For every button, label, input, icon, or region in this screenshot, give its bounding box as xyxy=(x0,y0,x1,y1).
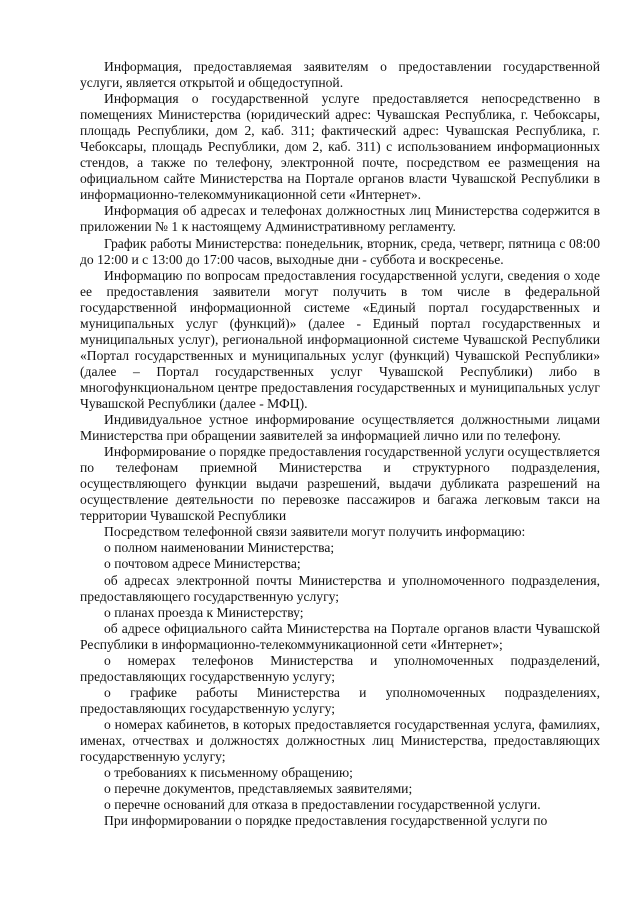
paragraph-phone-topics-intro: Посредством телефонной связи заявители могут получить информацию: xyxy=(104,524,526,540)
list-item-documents-list: о перечне документов, представляемых заявителями; xyxy=(104,781,413,797)
document-page xyxy=(80,59,600,829)
paragraph-phone-informing: Информирование о порядке предоставления государственной услуги осуществляется по телефонам приемной Министерства и структурного подразделения, осуществляющего функции выдачи разрешений, выдачи дубликата разрешений на осуществление деятельности по перевозке пассажиров и багажа легковым такси на территории Чувашской Республики xyxy=(80,444,600,524)
paragraph-portal-info: Информацию по вопросам предоставления государственной услуги, сведения о ходе ее предоставления заявители могут получить в том числе в федеральной государственной информационной системе «Единый портал государственных и муниципальных услуг (функций)» (далее - Единый портал государственных и муниципальных услуг), региональной информационной системе Чувашской Республики «Портал государственных и муниципальных услуг (функций) Чувашской Республики» (далее – Портал государственных услуг Чувашской Республики) либо в многофункциональном центре предоставления государственных и муниципальных услуг Чувашской Республики (далее - МФЦ). xyxy=(80,267,600,411)
paragraph-continued: При информировании о порядке предоставления государственной услуги по xyxy=(104,813,548,829)
paragraph-oral-informing: Индивидуальное устное информирование осуществляется должностными лицами Министерства при обращении заявителей за информацией лично или по телефону. xyxy=(80,412,600,444)
paragraph-contacts-appendix: Информация об адресах и телефонах должностных лиц Министерства содержится в приложении № 1 к настоящему Административному регламенту. xyxy=(80,203,600,235)
list-item-office-rooms: о номерах кабинетов, в которых предоставляется государственная услуга, фамилиях, именах, отчествах и должностях должностных лиц Министерства, предоставляющих государственную услугу; xyxy=(80,716,600,765)
list-item-phone-numbers: о номерах телефонов Министерства и уполномоченных подразделений, предоставляющих государственную услугу; xyxy=(80,652,600,684)
list-item-email-addresses: об адресах электронной почты Министерства и уполномоченного подразделения, предоставляющего государственную услугу; xyxy=(80,572,600,604)
list-item-full-name: о полном наименовании Министерства; xyxy=(104,540,335,556)
paragraph-info-location: Информация о государственной услуге предоставляется непосредственно в помещениях Министерства (юридический адрес: Чувашская Республика, г. Чебоксары, площадь Республики, дом 2, каб. 311; фактический адрес: Чувашская Республика, г. Чебоксары, площадь Республики, дом 2, каб. 311) с использованием информационных стендов, а также по телефону, электронной почте, посредством ее размещения на официальном сайте Министерства на Портале органов власти Чувашской Республики в информационно-телекоммуникационной сети «Интернет». xyxy=(80,91,600,203)
list-item-postal-address: о почтовом адресе Министерства; xyxy=(104,556,301,572)
paragraph-info-public: Информация, предоставляемая заявителям о предоставлении государственной услуги, является открытой и общедоступной. xyxy=(80,59,600,91)
list-item-directions: о планах проезда к Министерству; xyxy=(104,604,304,620)
list-item-refusal-grounds: о перечне оснований для отказа в предоставлении государственной услуги. xyxy=(104,797,541,813)
list-item-website: об адресе официального сайта Министерства на Портале органов власти Чувашской Республики в информационно-телекоммуникационной сети «Интернет»; xyxy=(80,620,600,652)
paragraph-work-schedule: График работы Министерства: понедельник, вторник, среда, четверг, пятница с 08:00 до 12:00 и с 13:00 до 17:00 часов, выходные дни - суббота и воскресенье. xyxy=(80,235,600,267)
list-item-schedule: о графике работы Министерства и уполномоченных подразделениях, предоставляющих государственную услугу; xyxy=(80,684,600,716)
list-item-written-requirements: о требованиях к письменному обращению; xyxy=(104,765,353,781)
